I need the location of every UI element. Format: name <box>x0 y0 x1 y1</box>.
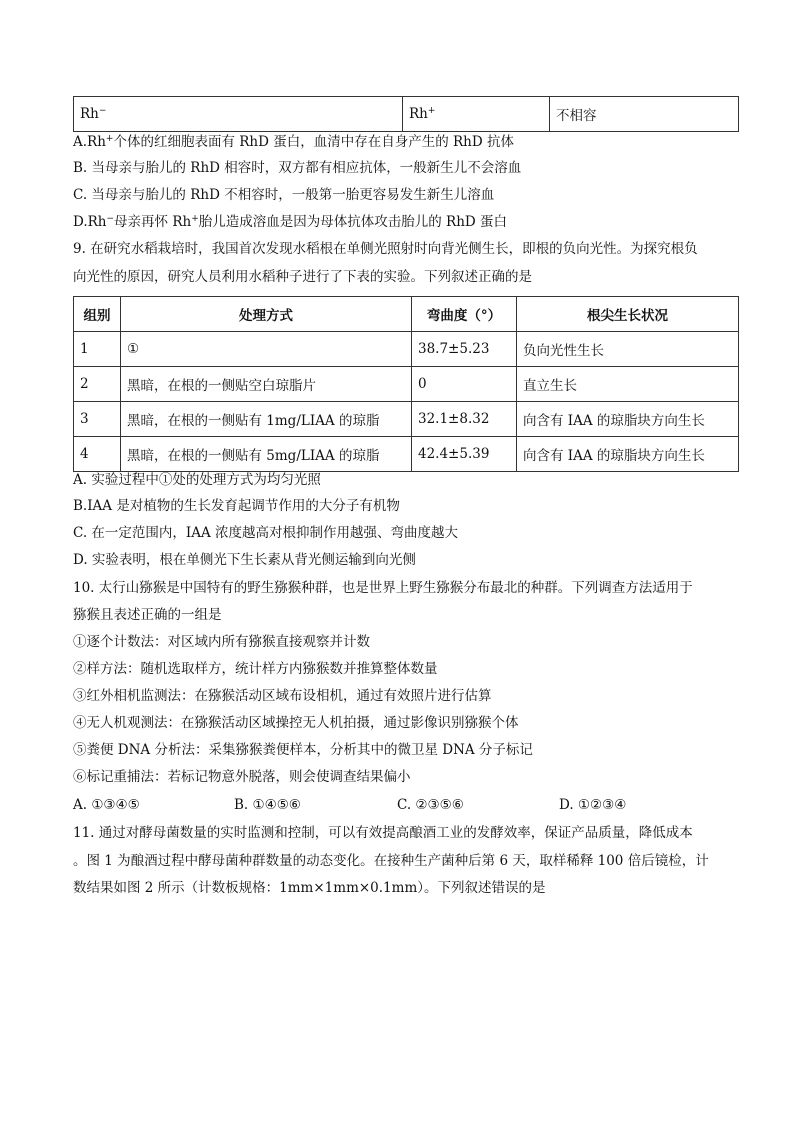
q10-item-3: ③红外相机监测法：在猕猴活动区域布设相机，通过有效照片进行估算 <box>73 688 492 704</box>
header-treatment: 处理方式 <box>121 297 412 332</box>
table-row <box>74 367 739 402</box>
cell-treatment: ① <box>121 332 412 367</box>
cell-treatment: 黑暗，在根的一侧贴有 5mg/LIAA 的琼脂 <box>121 437 412 472</box>
q10-option-b: B. ①④⑤⑥ <box>234 797 301 813</box>
q11-stem-line1: 11. 通过对酵母菌数量的实时监测和控制，可以有效提高酿酒工业的发酵效率，保证产品质量，降低成本 <box>73 825 693 841</box>
cell-curvature: 0 <box>412 367 517 402</box>
cell-curvature: 32.1±8.32 <box>412 402 517 437</box>
q9-option-b: B.IAA 是对植物的生长发育起调节作用的大分子有机物 <box>73 498 400 514</box>
cell-group: 2 <box>74 367 121 402</box>
q8-option-c: C. 当母亲与胎儿的 RhD 不相容时，一般第一胎更容易发生新生儿溶血 <box>73 187 495 203</box>
q9-stem-line2: 向光性的原因，研究人员利用水稻种子进行了下表的实验。下列叙述正确的是 <box>73 269 532 285</box>
q11-stem-line2: 。图 1 为酿酒过程中酵母菌种群数量的动态变化。在接种生产菌种后第 6 天，取样稀释 100 倍后镜检，计 <box>73 853 709 869</box>
cell-treatment: 黑暗，在根的一侧贴有 1mg/LIAA 的琼脂 <box>121 402 412 437</box>
table-header-row <box>74 297 739 332</box>
fetus-rh-cell: Rh+ <box>403 97 550 132</box>
q8-option-d: D.Rh−母亲再怀 Rh+胎儿造成溶血是因为母体抗体攻击胎儿的 RhD 蛋白 <box>73 214 508 230</box>
cell-growth: 负向光性生长 <box>517 332 739 367</box>
q9-option-c: C. 在一定范围内，IAA 浓度越高对根抑制作用越强、弯曲度越大 <box>73 525 459 541</box>
q11-stem-line3: 数结果如图 2 所示（计数板规格：1mm×1mm×0.1mm）。下列叙述错误的是 <box>73 880 546 896</box>
rh-compatibility-table <box>73 96 739 132</box>
compatibility-cell: 不相容 <box>550 97 739 132</box>
cell-curvature: 42.4±5.39 <box>412 437 517 472</box>
header-growth: 根尖生长状况 <box>517 297 739 332</box>
q10-stem-line2: 猕猴且表述正确的一组是 <box>73 607 222 623</box>
q10-stem-line1: 10. 太行山猕猴是中国特有的野生猕猴种群，也是世界上野生猕猴分布最北的种群。下列调查方法适用于 <box>73 580 693 596</box>
cell-growth: 向含有 IAA 的琼脂块方向生长 <box>517 437 739 472</box>
q8-option-b: B. 当母亲与胎儿的 RhD 相容时，双方都有相应抗体，一般新生儿不会溶血 <box>73 160 522 176</box>
cell-group: 4 <box>74 437 121 472</box>
table-row <box>74 97 739 132</box>
q9-option-a: A. 实验过程中①处的处理方式为均匀光照 <box>73 472 321 488</box>
header-group: 组别 <box>74 297 121 332</box>
q10-item-1: ①逐个计数法：对区域内所有猕猴直接观察并计数 <box>73 634 370 650</box>
q9-stem-line1: 9. 在研究水稻栽培时，我国首次发现水稻根在单侧光照射时向背光侧生长，即根的负向光性。为探究根负 <box>73 241 698 257</box>
q10-item-5: ⑤粪便 DNA 分析法：采集猕猴粪便样本，分析其中的微卫星 DNA 分子标记 <box>73 742 533 758</box>
cell-group: 3 <box>74 402 121 437</box>
table-row <box>74 332 739 367</box>
header-curvature: 弯曲度（°） <box>412 297 517 332</box>
q10-item-6: ⑥标记重捕法：若标记物意外脱落，则会使调查结果偏小 <box>73 769 411 785</box>
q10-item-2: ②样方法：随机选取样方，统计样方内猕猴数并推算整体数量 <box>73 661 438 677</box>
q10-option-c: C. ②③⑤⑥ <box>397 797 464 813</box>
cell-curvature: 38.7±5.23 <box>412 332 517 367</box>
q10-option-d: D. ①②③④ <box>559 797 627 813</box>
q10-option-a: A. ①③④⑤ <box>73 797 140 813</box>
q8-option-a: A.Rh+个体的红细胞表面有 RhD 蛋白，血清中存在自身产生的 RhD 抗体 <box>73 134 514 150</box>
cell-growth: 直立生长 <box>517 367 739 402</box>
table-row <box>74 402 739 437</box>
cell-treatment: 黑暗，在根的一侧贴空白琼脂片 <box>121 367 412 402</box>
q10-item-4: ④无人机观测法：在猕猴活动区域操控无人机拍摄，通过影像识别猕猴个体 <box>73 715 519 731</box>
cell-group: 1 <box>74 332 121 367</box>
cell-growth: 向含有 IAA 的琼脂块方向生长 <box>517 402 739 437</box>
q9-experiment-table <box>73 296 739 472</box>
q9-option-d: D. 实验表明，根在单侧光下生长素从背光侧运输到向光侧 <box>73 552 416 568</box>
mother-rh-cell: Rh− <box>74 97 403 132</box>
table-row <box>74 437 739 472</box>
